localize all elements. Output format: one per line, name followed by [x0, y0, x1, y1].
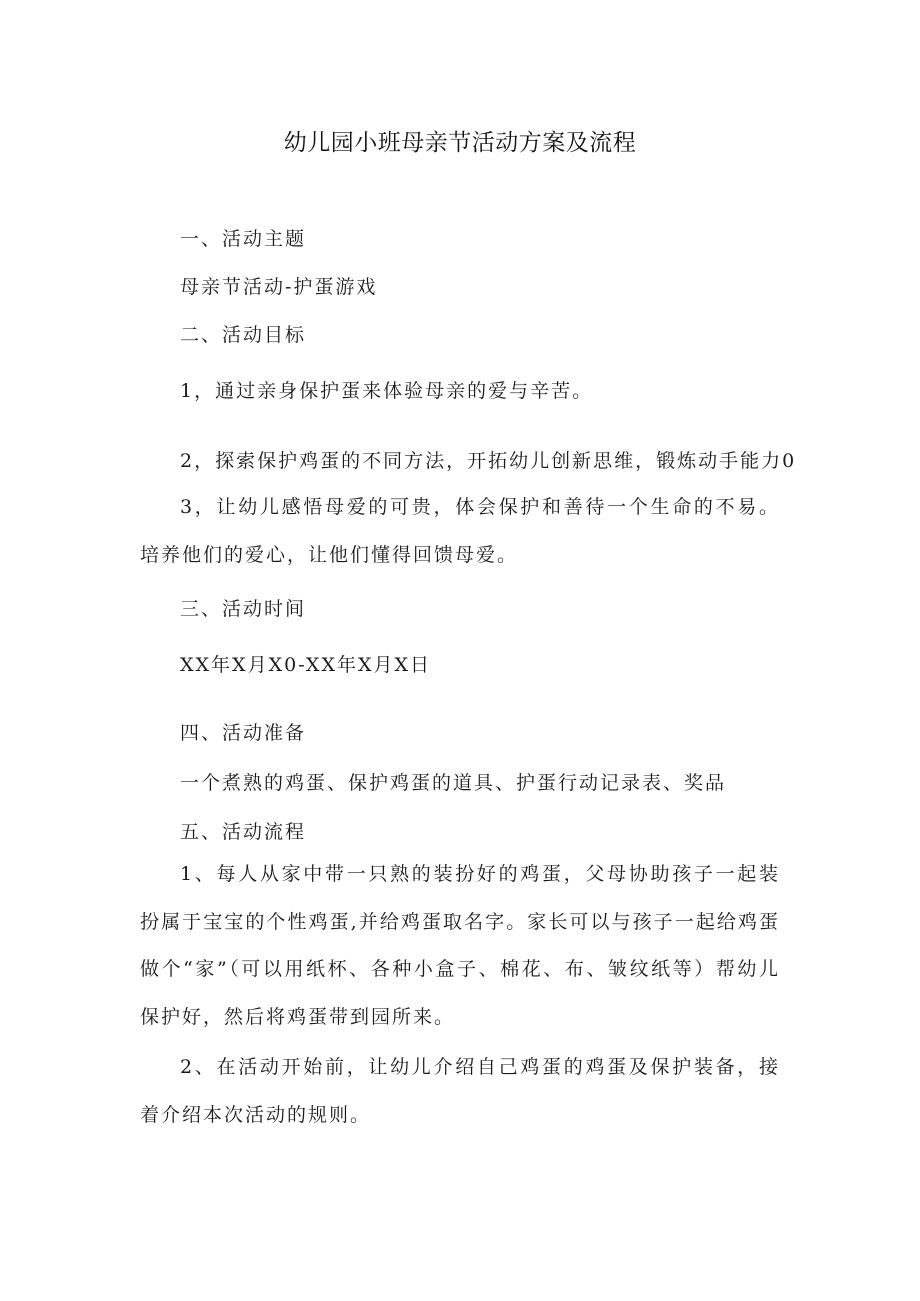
goals-heading: 二、活动目标	[180, 324, 307, 346]
process-heading: 五、活动流程	[180, 821, 307, 843]
prep-text: 一个煮熟的鸡蛋、保护鸡蛋的道具、护蛋行动记录表、奖品	[180, 772, 727, 794]
time-heading: 三、活动时间	[180, 598, 307, 620]
goal-1: 1，通过亲身保护蛋来体验母亲的爱与辛苦。	[180, 380, 594, 402]
prep-heading: 四、活动准备	[180, 722, 307, 744]
goal-3: 3，让幼儿感悟母爱的可贵，体会保护和善待一个生命的不易。培养他们的爱心，让他们懂得回馈母爱。	[140, 496, 780, 566]
theme-text: 母亲节活动-护蛋游戏	[180, 276, 378, 298]
process-step-1: 1、每人从家中带一只熟的装扮好的鸡蛋，父母协助孩子一起装扮属于宝宝的个性鸡蛋,并给鸡蛋取名字。家长可以与孩子一起给鸡蛋做个“家”（可以用纸杯、各种小盒子、棉花、布、皱纹纸等）帮幼儿保护好，然后将鸡蛋带到园所来。	[140, 863, 780, 1028]
goal-2: 2，探索保护鸡蛋的不同方法，开拓幼儿创新思维，锻炼动手能力0	[180, 450, 797, 472]
theme-heading: 一、活动主题	[180, 228, 307, 250]
document-title: 幼儿园小班母亲节活动方案及流程	[283, 130, 637, 156]
process-step-2: 2、在活动开始前，让幼儿介绍自己鸡蛋的鸡蛋及保护装备，接着介绍本次活动的规则。	[140, 1056, 780, 1126]
time-text: XX年X月X0-XX年X月X日	[180, 654, 432, 676]
